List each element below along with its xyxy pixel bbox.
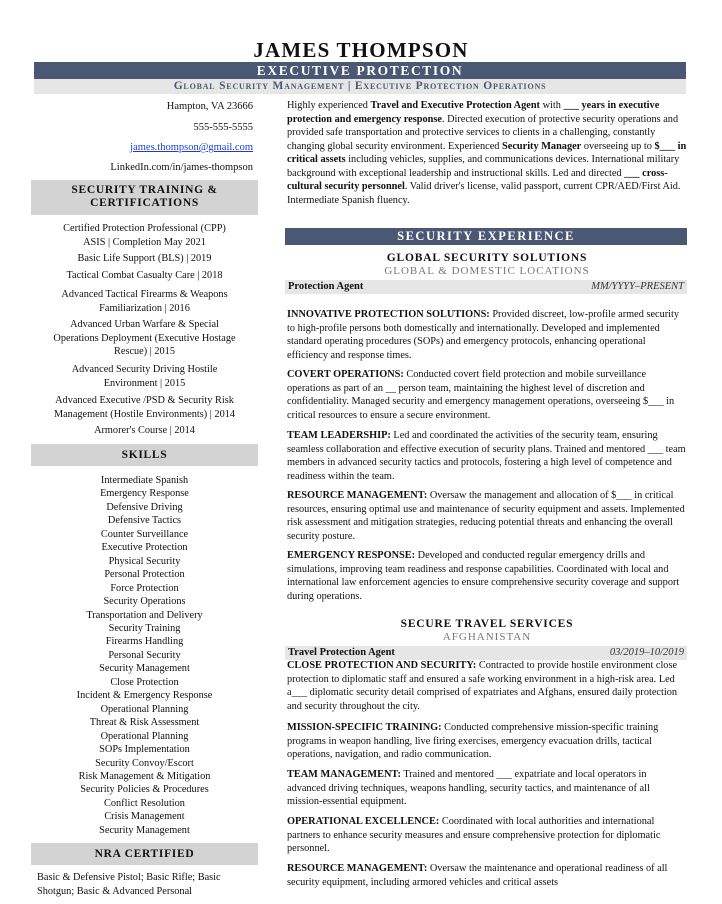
bullet-text: Conducted covert field protection and mobile surveillance operations as part of an __ person team, maintaining the highest level of discretion and confidentiality. Managed security and emergency management operations, overseeing $___ in critical resources to ensure a secure environment. — [287, 369, 675, 421]
job-bullet — [287, 862, 687, 889]
skill-item: Security Management — [99, 663, 190, 675]
job-bullet — [287, 549, 687, 603]
job-bullet — [287, 429, 687, 483]
summary-emphasis: Travel and Executive Protection Agent — [370, 100, 540, 111]
summary-emphasis: ___ cross-cultural security personnel — [287, 167, 668, 192]
skill-item: Conflict Resolution — [104, 797, 185, 809]
bullet-heading: RESOURCE MANAGEMENT: — [287, 863, 428, 874]
summary-emphasis: ___ years in executive protection and emergency response — [287, 100, 660, 125]
resume-name: JAMES THOMPSON — [253, 38, 469, 62]
summary-emphasis: Security Manager — [502, 140, 582, 152]
skill-item: Emergency Response — [100, 488, 189, 500]
job-bullet — [287, 659, 687, 713]
cert-line: Familiarization | 2016 — [99, 302, 190, 314]
skill-item: Security Policies & Procedures — [80, 784, 209, 796]
job-bullet — [287, 308, 687, 362]
skill-item: Operational Planning — [100, 730, 189, 742]
resume-title-bar: EXECUTIVE PROTECTION — [34, 62, 686, 79]
skill-item: Defensive Driving — [106, 501, 183, 513]
cert-line: Basic Life Support (BLS) | 2019 — [77, 253, 212, 264]
skill-item: Firearms Handling — [105, 636, 184, 648]
summary-text: overseeing up to — [581, 140, 655, 152]
skill-item: Transportation and Delivery — [86, 609, 203, 621]
bullet-heading: TEAM LEADERSHIP: — [287, 430, 391, 441]
bullet-heading: MISSION-SPECIFIC TRAINING: — [287, 722, 442, 733]
cert-line: Advanced Executive /PSD & Security Risk — [55, 395, 234, 406]
skill-item: SOPs Implementation — [99, 744, 190, 756]
bullet-text: Oversaw the management and allocation of $___ in critical resources, ensuring optimal use and maintenance of security equipment and assets. Implemented risk assessment and mitigation strategies, reducing potential threats and enhancing the overall security posture. — [287, 490, 685, 542]
job-bullet — [287, 768, 687, 809]
job-role: Travel Protection Agent — [288, 647, 395, 658]
bullet-heading: INNOVATIVE PROTECTION SOLUTIONS: — [287, 309, 490, 320]
cert-item — [31, 394, 258, 421]
skill-item: Incident & Emergency Response — [76, 690, 213, 702]
bullet-text: Contracted to provide hostile environment close protection to diplomatic staff and ensured a safe working environment in a high-risk area. Led a___ diplomatic security detail comprised of expatriates and Afghans, ensured daily protection and security throughout the city. — [287, 660, 678, 712]
skill-item: Risk Management & Mitigation — [78, 770, 211, 782]
bullet-text: Led and coordinated the activities of the security team, ensuring seamless collaboration and effective execution of security plans. Trained and mentored ___ team members in advanced security tactics and protocols, fostering a high level of competence and readiness within the team. — [287, 430, 686, 482]
bullet-text: Trained and mentored ___ expatriate and local operators in advanced driving techniques, weapons handling, security tactics, and maintenance of all mission-essential equipment. — [287, 769, 650, 807]
contact-email-link[interactable]: james.thompson@gmail.com — [130, 142, 253, 153]
skill-item: Close Protection — [110, 676, 179, 688]
cert-line: Tactical Combat Casualty Care | 2018 — [66, 270, 223, 281]
nra-text: Basic & Defensive Pistol; Basic Rifle; Basic Shotgun; Basic & Advanced Personal — [37, 872, 221, 897]
skill-item: Intermediate Spanish — [100, 475, 189, 486]
skill-item: Security Training — [108, 622, 181, 634]
bullet-heading: EMERGENCY RESPONSE: — [287, 550, 416, 561]
nra-heading: NRA CERTIFIED — [31, 843, 258, 865]
job-company: SECURE TRAVEL SERVICES — [400, 618, 574, 630]
bullet-heading: RESOURCE MANAGEMENT: — [287, 490, 428, 501]
summary-emphasis: $___ in critical assets — [287, 140, 687, 165]
summary-text: with — [540, 100, 564, 111]
cert-item — [31, 424, 258, 438]
cert-line: Operations Deployment (Executive Hostage — [53, 332, 236, 344]
job-role-bar — [285, 280, 687, 294]
resume-subtitle-bar: Global Security Management | Executive Protection Operations — [34, 79, 686, 94]
job-bullet — [287, 489, 687, 543]
contact-phone: 555-555-5555 — [193, 122, 253, 133]
bullet-text: Oversaw the maintenance and operational readiness of all security equipment, including armored vehicles and critical assets — [287, 863, 668, 888]
cert-line: ASIS | Completion May 2021 — [83, 236, 206, 248]
summary-text: Highly experienced — [287, 100, 371, 111]
skill-item: Physical Security — [108, 555, 181, 567]
cert-item — [31, 269, 258, 283]
certifications-heading-line1: SECURITY TRAINING & — [71, 184, 218, 196]
cert-line: Advanced Tactical Firearms & Weapons — [61, 289, 228, 300]
job-bullet — [287, 815, 687, 856]
cert-item — [31, 252, 258, 266]
professional-summary — [287, 99, 687, 207]
bullet-text: Developed and conducted regular emergency drills and simulations, improving team readiness and response capabilities. Coordinated with local and international law enforcement agencies to ensure comprehensive security coverage and support during operations. — [287, 550, 680, 602]
bullet-heading: TEAM MANAGEMENT: — [287, 769, 401, 780]
skill-item: Crisis Management — [104, 811, 185, 823]
cert-line: Armorer's Course | 2014 — [94, 425, 195, 436]
skill-item: Defensive Tactics — [107, 515, 182, 527]
bullet-heading: CLOSE PROTECTION AND SECURITY: — [287, 660, 477, 671]
skill-item: Security Management — [99, 824, 190, 836]
skill-item: Counter Surveillance — [100, 528, 189, 540]
summary-text: . Directed execution of protective security operations and provided safe transportation and protective services to clients in a challenging, constantly changing global security environment. Experienced — [287, 113, 679, 152]
skill-item: Security Operations — [103, 596, 186, 608]
experience-heading: SECURITY EXPERIENCE — [285, 228, 687, 245]
skill-item: Executive Protection — [101, 542, 188, 554]
cert-line: Certified Protection Professional (CPP) — [63, 223, 226, 234]
job-role-bar — [285, 646, 687, 660]
skill-item: Personal Security — [108, 649, 181, 661]
bullet-text: Conducted comprehensive mission-specific training programs in weapon handling, live firing exercises, emergency evacuation drills, tactical operations, navigation, and radio communication. — [287, 722, 659, 760]
skill-item: Force Protection — [110, 582, 179, 594]
skill-item: Personal Protection — [104, 569, 185, 581]
cert-item — [31, 363, 258, 390]
job-bullet — [287, 368, 687, 422]
certifications-heading — [31, 180, 258, 215]
bullet-text: Provided discreet, low-profile armed security to high-profile persons both domestically and internationally. Developed and implemented standard operating procedures (SOPs) and emergency protocols, enhancing operational efficiency and response times. — [287, 309, 680, 361]
cert-line: Advanced Security Driving Hostile — [71, 364, 218, 375]
skill-item: Operational Planning — [100, 703, 189, 715]
contact-linkedin: LinkedIn.com/in/james-thompson — [110, 162, 253, 173]
certifications-heading-line2: CERTIFICATIONS — [90, 197, 199, 209]
skill-item: Threat & Risk Assessment — [89, 717, 200, 729]
job-dates: 03/2019–10/2019 — [609, 647, 684, 658]
job-bullet — [287, 721, 687, 762]
job-dates: MM/YYYY–PRESENT — [591, 281, 684, 292]
cert-item — [31, 318, 258, 359]
cert-line: Environment | 2015 — [103, 377, 186, 389]
job-location: GLOBAL & DOMESTIC LOCATIONS — [384, 265, 590, 277]
skills-list — [31, 474, 258, 837]
contact-city: Hampton, VA 23666 — [166, 101, 253, 112]
cert-line: Management (Hostile Environments) | 2014 — [53, 408, 236, 420]
skills-heading: SKILLS — [31, 444, 258, 466]
cert-line: Advanced Urban Warfare & Special — [70, 319, 219, 330]
cert-line: Rescue) | 2015 — [114, 346, 175, 357]
job-role: Protection Agent — [288, 281, 364, 292]
job-location: AFGHANISTAN — [442, 631, 532, 643]
cert-item — [31, 222, 258, 249]
bullet-text: Coordinated with local authorities and international partners to enhance security measures and ensure comprehensive protection for diplomatic personnel. — [287, 816, 661, 854]
summary-text: . Valid driver's license, valid passport, current CPR/AED/First Aid. Intermediate Spanish fluency. — [287, 181, 681, 206]
bullet-heading: COVERT OPERATIONS: — [287, 369, 404, 380]
bullet-heading: OPERATIONAL EXCELLENCE: — [287, 816, 440, 827]
summary-text: including vehicles, supplies, and communications devices. International military background with exceptional leadership and instructional skills. Led and directed — [287, 154, 680, 179]
job-company: GLOBAL SECURITY SOLUTIONS — [386, 252, 588, 264]
cert-item — [31, 288, 258, 315]
skill-item: Security Convoy/Escort — [95, 757, 194, 769]
